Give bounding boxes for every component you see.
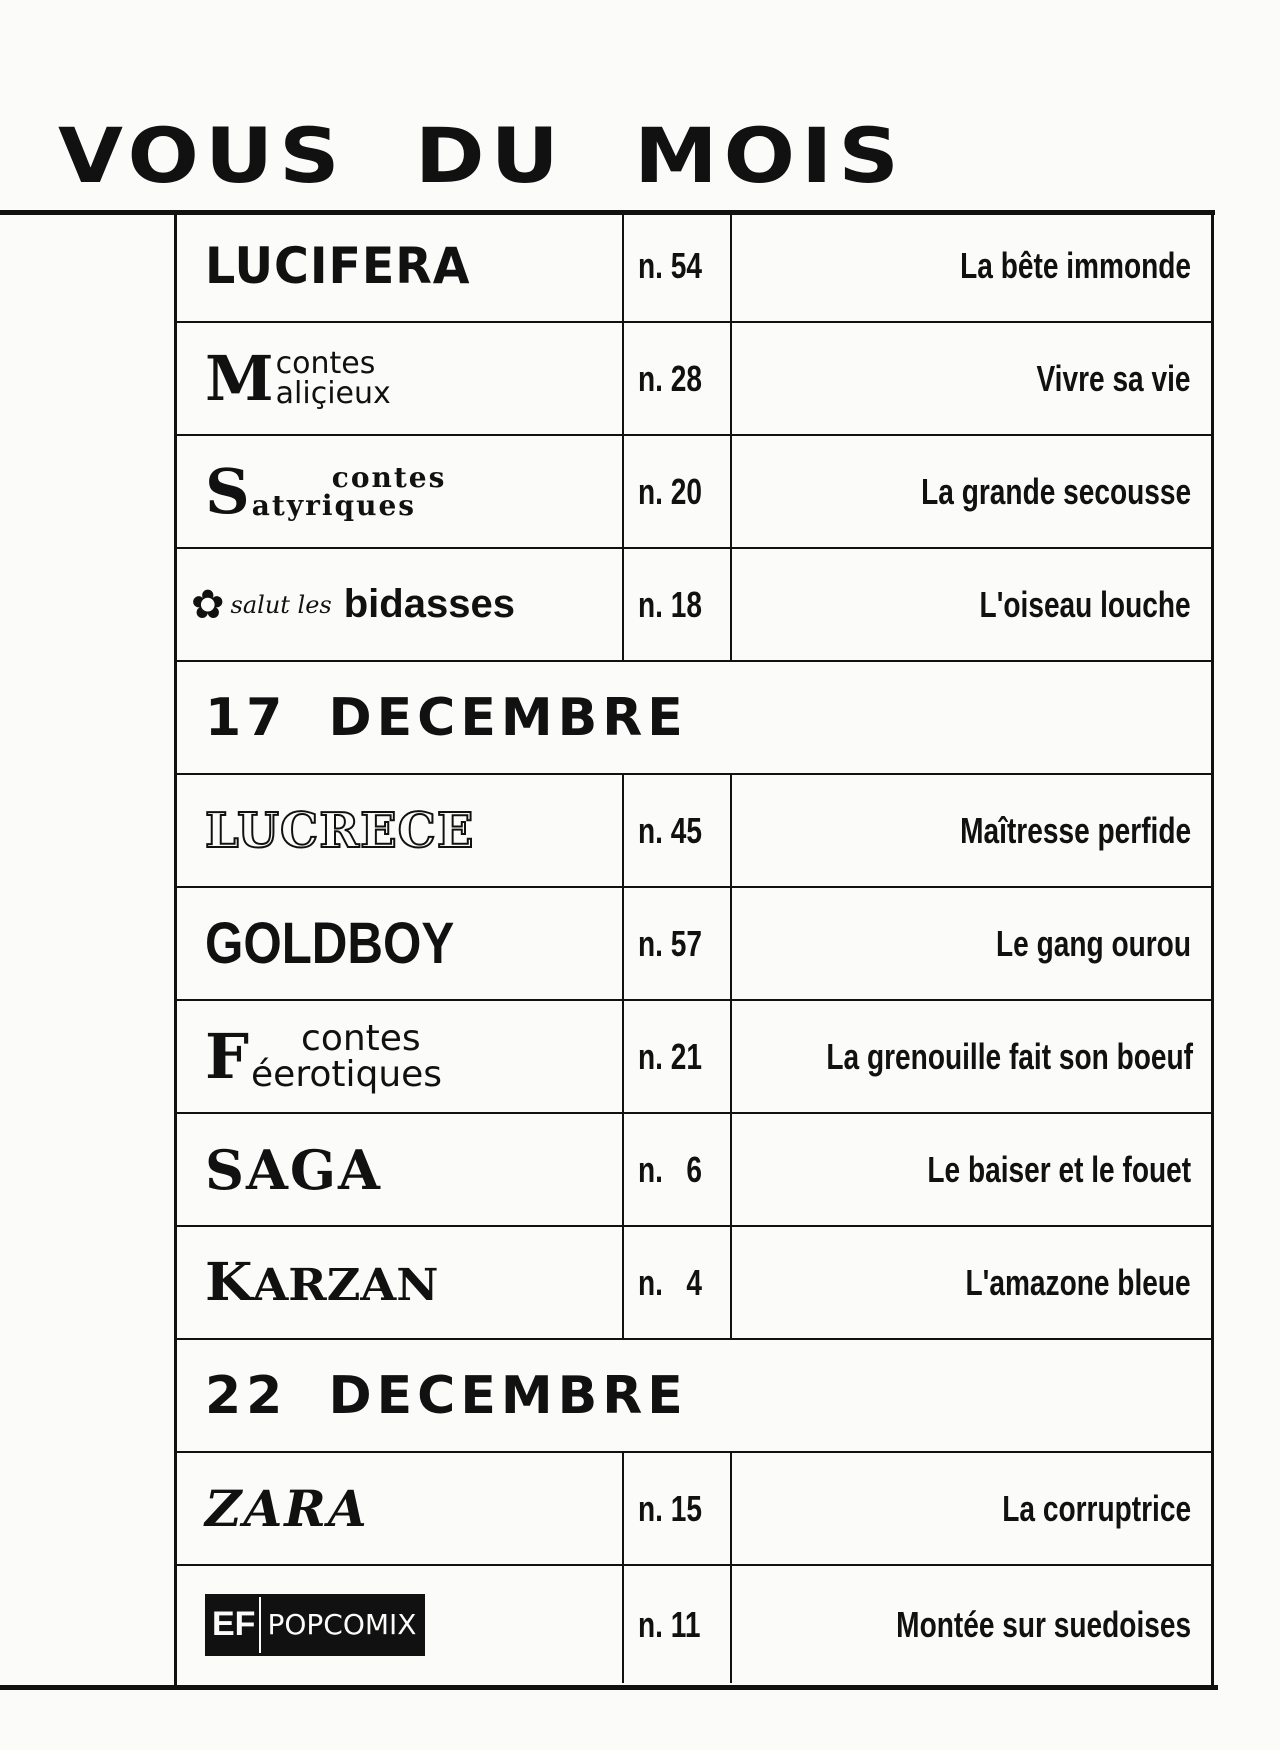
issue-cell (624, 1453, 732, 1564)
date-heading: 17 DECEMBRE (205, 687, 688, 748)
title-cell (177, 1566, 624, 1683)
title-cell (177, 1114, 624, 1225)
issue-cell (624, 1566, 732, 1683)
story-title: La corruptrice (1002, 1487, 1191, 1529)
lucrece-logo: LUCRECE (205, 802, 475, 859)
issue-cell (624, 210, 732, 321)
logo-bottom-word: atyriques (251, 488, 417, 522)
issue-cell (624, 549, 732, 660)
issue-number: n. 21 (638, 1035, 702, 1077)
issue-number: n. 11 (638, 1603, 701, 1645)
date-heading: 22 DECEMBRE (205, 1365, 688, 1426)
logo-script: salut les (230, 590, 332, 619)
issue-number: n. 28 (638, 357, 702, 399)
logo-top-word: contes (331, 460, 447, 494)
issue-number: n. 57 (638, 922, 702, 964)
table-row (177, 888, 1211, 1001)
logo-top-word: contes (301, 1017, 421, 1059)
story-cell (732, 1566, 1211, 1683)
title-cell (177, 888, 624, 999)
logo-ef: EF (208, 1597, 259, 1653)
release-table (174, 210, 1214, 1688)
logo-main: bidasses (343, 582, 515, 626)
title-cell (177, 549, 624, 660)
title-cell (177, 1227, 624, 1338)
story-cell (732, 1001, 1211, 1112)
contes-satyriques-logo (205, 454, 447, 528)
saga-logo: SAGA (205, 1137, 382, 1202)
salut-les-bidasses-logo (191, 582, 515, 628)
table-row (177, 210, 1211, 323)
story-cell (732, 775, 1211, 886)
story-title: Le baiser et le fouet (927, 1148, 1191, 1190)
story-title: Maîtresse perfide (960, 809, 1191, 851)
story-cell (732, 1227, 1211, 1338)
table-row (177, 1114, 1211, 1227)
issue-number: n. 4 (638, 1261, 702, 1303)
title-cell (177, 323, 624, 434)
issue-number: n. 6 (638, 1148, 702, 1190)
issue-cell (624, 1001, 732, 1112)
lucifera-logo: LUCIFERA (205, 236, 471, 295)
logo-top-word: contes (275, 345, 376, 381)
issue-cell (624, 323, 732, 434)
table-row (177, 1227, 1211, 1340)
issue-number: n. 15 (638, 1487, 702, 1529)
table-row (177, 1453, 1211, 1566)
story-title: Montée sur suedoises (896, 1603, 1191, 1645)
story-cell (732, 888, 1211, 999)
issue-cell (624, 888, 732, 999)
issue-cell (624, 1227, 732, 1338)
story-cell (732, 549, 1211, 660)
bottom-rule (0, 1685, 1218, 1690)
issue-number: n. 18 (638, 583, 702, 625)
date-row (177, 1340, 1211, 1453)
logo-bottom-word: éerotiques (251, 1053, 443, 1095)
goldboy-logo: GOLDBOY (205, 911, 455, 976)
issue-number: n. 20 (638, 470, 702, 512)
issue-number: n. 45 (638, 809, 702, 851)
zara-logo: ZARA (205, 1479, 369, 1538)
logo-bottom-word: aliçieux (275, 375, 391, 411)
table-row (177, 1566, 1211, 1683)
table-row (177, 775, 1211, 888)
story-cell (732, 1114, 1211, 1225)
issue-cell (624, 775, 732, 886)
logo-initial: K (205, 1252, 253, 1313)
table-row (177, 1001, 1211, 1114)
story-cell (732, 210, 1211, 321)
karzan-logo (205, 1252, 439, 1313)
logo-initial: S (205, 454, 250, 528)
logo-initial: M (205, 341, 274, 415)
story-title: L'amazone bleue (965, 1261, 1191, 1303)
story-title: Vivre sa vie (1036, 357, 1191, 399)
issue-cell (624, 1114, 732, 1225)
contes-malicieux-logo (205, 341, 391, 415)
date-row (177, 662, 1211, 775)
story-title: La bête immonde (960, 244, 1191, 286)
story-title: Le gang ourou (996, 922, 1191, 964)
title-cell (177, 210, 624, 321)
title-cell (177, 436, 624, 547)
issue-cell (624, 436, 732, 547)
story-title: L'oiseau louche (979, 583, 1191, 625)
page-title: VOUS DU MOIS (58, 111, 905, 200)
story-cell (732, 323, 1211, 434)
table-row (177, 323, 1211, 436)
title-cell (177, 1001, 624, 1112)
logo-pop: POPCOMIX (259, 1597, 422, 1653)
table-row (177, 436, 1211, 549)
title-cell (177, 775, 624, 886)
story-title: La grenouille fait son boeuf (826, 1035, 1193, 1077)
logo-initial: F (205, 1019, 250, 1093)
issue-number: n. 54 (638, 244, 702, 286)
logo-rest: ARZAN (252, 1260, 439, 1311)
table-row (177, 549, 1211, 662)
story-cell (732, 436, 1211, 547)
contes-feerotiques-logo (205, 1017, 443, 1095)
flower-icon: ✿ (191, 582, 225, 627)
story-title: La grande secousse (920, 470, 1191, 512)
story-cell (732, 1453, 1211, 1564)
title-cell (177, 1453, 624, 1564)
ef-popcomix-logo (205, 1594, 425, 1656)
